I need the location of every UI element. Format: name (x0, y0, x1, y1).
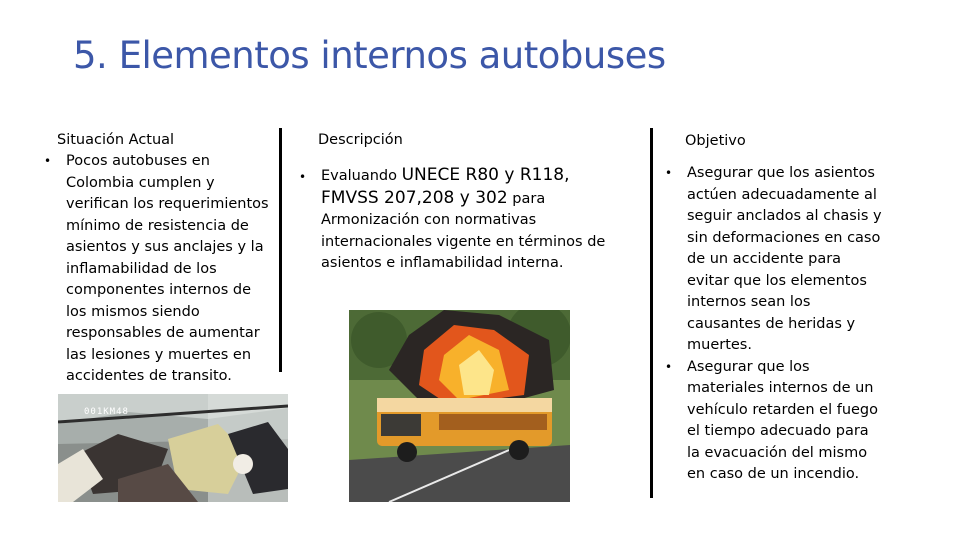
situacion-list (40, 151, 275, 388)
situacion-bullet-text: Pocos autobuses en Colombia cumplen y verifican los requerimientos mínimo de resistencia de asientos y sus anclajes y la inflamabilidad de los componentes internos de los mismos siendo responsables de aumentar las lesiones y muertes en accidentes de transito. (66, 153, 269, 384)
descripcion-body: Armonización con normativas internacionales vigente en términos de asientos e inflamabilidad interna. (321, 212, 606, 271)
situacion-heading: Situación Actual (57, 132, 175, 148)
bullet-icon: • (665, 359, 673, 374)
slide-title: 5. Elementos internos autobuses (73, 34, 666, 77)
descripcion-bullet-prefix: Evaluando (321, 168, 397, 184)
burning-bus-photo (349, 310, 570, 502)
crash-photo-overlay-text: 001KM48 (84, 407, 129, 417)
descripcion-bullet-standards: UNECE R80 y R118, FMVSS 207,208 y 302 (321, 165, 570, 208)
list-item (295, 165, 595, 210)
list-item (661, 357, 886, 486)
descripcion-heading: Descripción (318, 132, 403, 148)
column-divider-left (279, 128, 282, 372)
objetivo-bullet-2-text: Asegurar que los materiales internos de un vehículo retarden el fuego el tiempo adecuado para la evacuación del mismo en caso de un incendio. (687, 358, 879, 482)
descripcion-bullet-suffix: para (512, 190, 546, 207)
bus-interior-crash-photo (58, 394, 288, 502)
bullet-icon: • (44, 154, 52, 168)
objetivo-list (661, 163, 886, 486)
list-item (661, 163, 886, 357)
descripcion-list (295, 165, 595, 210)
list-item (40, 151, 275, 388)
bullet-icon: • (665, 166, 673, 180)
bullet-icon: • (299, 170, 307, 184)
column-divider-right (650, 128, 653, 498)
objetivo-bullet-1-text: Asegurar que los asientos actúen adecuadamente al seguir anclados al chasis y sin deformaciones en caso de un accidente para evitar que los elementos internos sean los causantes de heridas y muertes. (687, 165, 882, 353)
objetivo-heading: Objetivo (685, 133, 746, 149)
